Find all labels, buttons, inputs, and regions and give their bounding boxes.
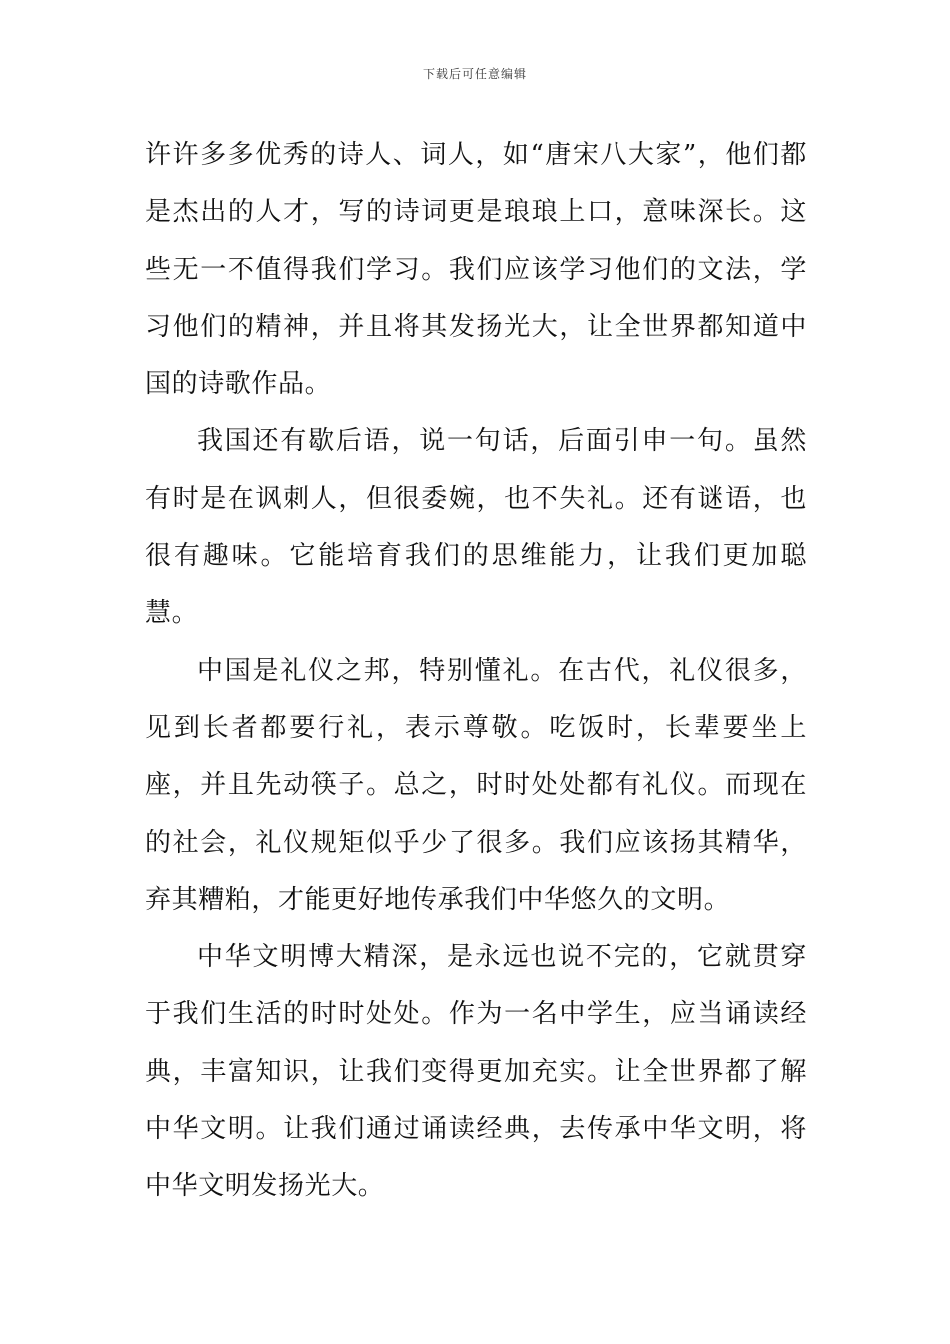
paragraph-3: 中国是礼仪之邦，特别懂礼。在古代，礼仪很多，见到长者都要行礼，表示尊敬。吃饭时，长辈要坐上座，并且先动筷子。总之，时时处处都有礼仪。而现在的社会，礼仪规矩似乎少了很多。我们应该扬其精华，弃其糟粕，才能更好地传承我们中华悠久的文明。	[145, 655, 807, 915]
paragraph-1: 许许多多优秀的诗人、词人，如“唐宋八大家”，他们都是杰出的人才，写的诗词更是琅琅上口，意味深长。这些无一不值得我们学习。我们应该学习他们的文法，学习他们的精神，并且将其发扬光大，让全世界都知道中国的诗歌作品。	[145, 140, 807, 400]
page-header: 下载后可任意编辑	[422, 67, 527, 81]
body-text	[145, 127, 807, 1216]
paragraph-4: 中华文明博大精深，是永远也说不完的，它就贯穿于我们生活的时时处处。作为一名中学生，应当诵读经典，丰富知识，让我们变得更加充实。让全世界都了解中华文明。让我们通过诵读经典，去传承中华文明，将中华文明发扬光大。	[145, 942, 807, 1202]
paragraph-2: 我国还有歇后语，说一句话，后面引申一句。虽然有时是在讽刺人，但很委婉，也不失礼。还有谜语，也很有趣味。它能培育我们的思维能力，让我们更加聪慧。	[145, 426, 807, 629]
